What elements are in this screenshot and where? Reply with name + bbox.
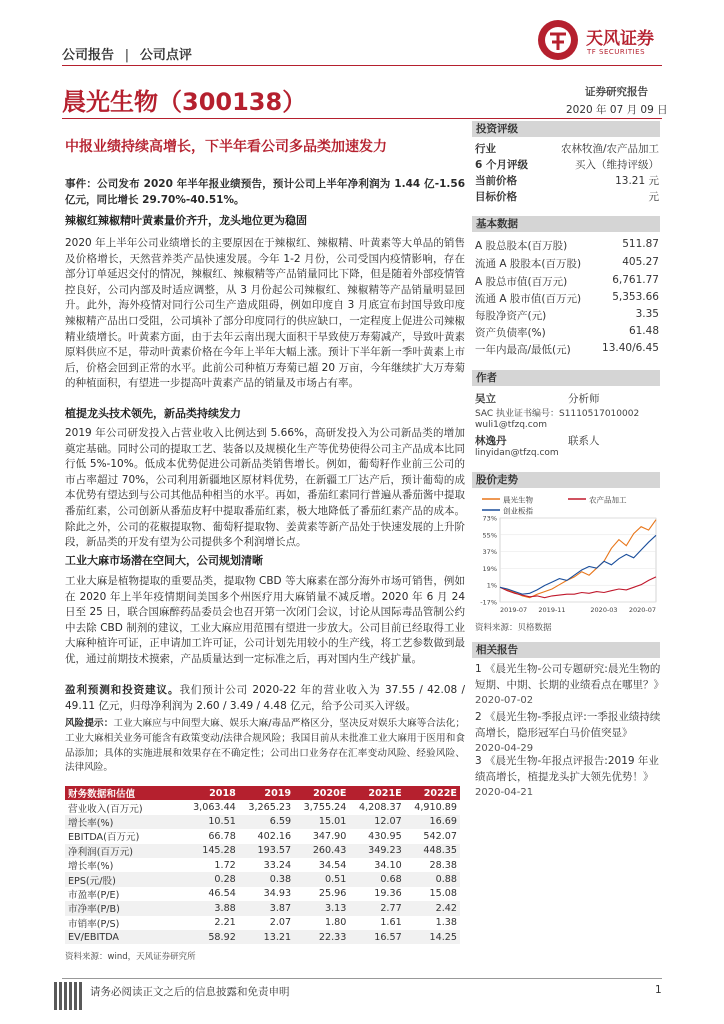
rating-row <box>475 189 659 204</box>
basic-row <box>475 342 659 357</box>
rating-key: 目标价格 <box>475 191 517 203</box>
series-line <box>500 520 656 598</box>
table-cell: 260.43 <box>294 844 349 858</box>
forecast-paragraph <box>65 683 465 714</box>
rating-value: 13.21 元 <box>615 175 659 187</box>
legend-label: 创业板指 <box>503 506 533 516</box>
basic-value: 6,761.77 <box>612 274 659 286</box>
table-row <box>65 901 460 915</box>
rating-value: 买入（维持评级） <box>575 159 659 171</box>
table-cell: 46.54 <box>184 887 239 901</box>
basic-value: 5,353.66 <box>612 291 659 303</box>
rating-row <box>475 157 659 172</box>
x-tick-label: 2020-03 <box>590 606 618 614</box>
author-1-role: 分析师 <box>568 393 600 405</box>
table-row-label: 市销率(P/S) <box>65 916 184 930</box>
page-number: 1 <box>655 984 662 996</box>
table-cell: 33.24 <box>239 858 294 872</box>
table-cell: 430.95 <box>349 829 404 843</box>
x-tick-label: 2019-07 <box>500 606 528 614</box>
forecast-text: 我们预计公司 2020-22 年的营业收入为 37.55 / 42.08 / 49.11 亿元，归母净利润为 2.60 / 3.49 / 4.48 亿元，给予公司买入评级。 <box>65 684 465 712</box>
table-header-cell: 2021E <box>349 786 404 800</box>
rating-value: 农林牧渔/农产品加工 <box>560 143 659 155</box>
table-cell: 66.78 <box>184 829 239 843</box>
table-row-label: 净利润(百万元) <box>65 844 184 858</box>
table-cell: 2.07 <box>239 916 294 930</box>
table-cell: 10.51 <box>184 815 239 829</box>
event-text: 公司发布 2020 年半年报业绩预告，预计公司上半年净利润为 1.44 亿-1.56 亿元，同比增长 29.70%-40.51%。 <box>65 178 466 206</box>
table-cell: 0.51 <box>294 872 349 886</box>
table-cell: 3.13 <box>294 901 349 915</box>
table-cell: 2.42 <box>405 901 460 915</box>
report-type: 证券研究报告 <box>585 86 648 98</box>
table-cell: 0.68 <box>349 872 404 886</box>
table-row <box>65 930 460 944</box>
author-section-head: 作者 <box>472 370 660 386</box>
related-report-date: 2020-07-02 <box>475 695 534 707</box>
basic-key: 每股净资产(元) <box>475 310 547 322</box>
risk-paragraph <box>65 717 465 776</box>
basic-value: 3.35 <box>635 308 659 320</box>
rating-key: 6 个月评级 <box>475 159 528 171</box>
y-tick-label: 19% <box>482 564 497 573</box>
table-cell: 402.16 <box>239 829 294 843</box>
table-cell: 448.35 <box>405 844 460 858</box>
company-logo <box>536 18 666 64</box>
author-1-cert: SAC 执业证书编号：S1110517010002 <box>475 409 640 419</box>
author-2-role: 联系人 <box>568 435 600 447</box>
related-report-date: 2020-04-21 <box>475 787 534 799</box>
basic-key: A 股总市值(百万元) <box>475 276 568 288</box>
basic-value: 13.40/6.45 <box>602 342 659 354</box>
table-header-cell: 2018 <box>184 786 239 800</box>
table-cell: 16.57 <box>349 930 404 944</box>
rating-key: 当前价格 <box>475 175 517 187</box>
table-cell: 1.38 <box>405 916 460 930</box>
table-cell: 3,265.23 <box>239 800 294 814</box>
author-2-email[interactable]: linyidan@tfzq.com <box>475 448 559 458</box>
y-tick-label: 1% <box>486 581 497 590</box>
related-section-head: 相关报告 <box>472 642 660 658</box>
table-row-label: EV/EBITDA <box>65 930 184 944</box>
related-report-title[interactable]: 3 《晨光生物-年报点评报告:2019 年业绩高增长，植提龙头扩大领先优势！》 <box>475 755 659 783</box>
table-cell: 349.23 <box>349 844 404 858</box>
table-cell: 16.69 <box>405 815 460 829</box>
table-cell: 1.80 <box>294 916 349 930</box>
table-cell: 2.77 <box>349 901 404 915</box>
table-cell: 542.07 <box>405 829 460 843</box>
x-tick-label: 2020-07 <box>628 606 656 614</box>
financial-table <box>65 786 460 944</box>
basic-value: 61.48 <box>628 325 659 337</box>
table-header-row <box>65 786 460 800</box>
table-row <box>65 829 460 843</box>
table-row-label: 营业收入(百万元) <box>65 800 184 814</box>
section-body-2: 2019 年公司研发投入占营业收入比例达到 5.66%，高研发投入为公司新品类的增加奠定基础。同时公司的提取工艺、装备以及规模化生产等优势使得公司主产品成本比同行低 5%-10%。低成本优势促进公司新品类销售增长。例如，葡萄籽作业前三公司的市占率超过 70%，公司利用新疆地区原材料优势，在新疆工厂达产后，预计葡萄的成本优势有望达到与公司其他品种相当的水平。再如，番茄红素同行普遍从番茄酱中提取番茄红素，公司创新从番茄皮籽中提取番茄红素，极大地降低了番茄红素产品的成本。除此之外，公司的花椒提取物、葡萄籽提取物、姜黄素等新产品处于快速发展的上升阶段，新品类的开发有望为公司提供多个利润增长点。 <box>65 427 465 549</box>
title-rule <box>62 118 662 119</box>
rating-row <box>475 173 659 188</box>
forecast-label: 盈利预测和投资建议。 <box>65 684 180 696</box>
basic-key: A 股总股本(百万股) <box>475 240 568 252</box>
basic-key: 流通 A 股股本(百万股) <box>475 258 582 270</box>
table-cell: 3,063.44 <box>184 800 239 814</box>
table-row-label: EPS(元/股) <box>65 872 184 886</box>
table-cell: 6.59 <box>239 815 294 829</box>
basic-row <box>475 238 659 253</box>
rating-section-head: 投资评级 <box>472 121 660 137</box>
risk-label: 风险提示： <box>65 718 114 729</box>
table-source: 资料来源：wind，天风证券研究所 <box>65 952 196 962</box>
table-cell: 3.88 <box>184 901 239 915</box>
table-cell: 15.08 <box>405 887 460 901</box>
stock-price-chart <box>472 490 662 618</box>
table-cell: 1.61 <box>349 916 404 930</box>
report-date: 2020 年 07 月 09 日 <box>566 104 668 116</box>
basic-value: 511.87 <box>622 238 659 250</box>
y-tick-label: 55% <box>482 531 497 540</box>
table-row <box>65 858 460 872</box>
x-tick-label: 2019-11 <box>538 606 566 614</box>
related-report-3[interactable] <box>475 754 665 801</box>
section-body-3: 工业大麻是植物提取的重要品类，提取物 CBD 等大麻素在部分海外市场可销售，例如在 2020 年上半年疫情期间美国多个州医疗用大麻销量不减反增。2020 年 6 月 24 日至 25 日，联合国麻醉药品委员会也召开第一次闭门会议，讨论从国际毒品管制公约中去除 CBD 制剂的建议，工业大麻应用范围有望进一步放大。公司目前已经取得工业大麻种植许可证，正申请加工许可证，公司计划先用较小的生产线，将工艺参数做到最优，通过前期技术摸索，产品质量达到一定标准之后，再对国内生产线扩量。 <box>65 575 465 665</box>
header-rule <box>62 65 662 66</box>
basic-key: 流通 A 股市值(百万元) <box>475 293 582 305</box>
table-cell: 145.28 <box>184 844 239 858</box>
section-heading-2: 植提龙头技术领先，新品类持续发力 <box>65 407 241 420</box>
related-report-2[interactable] <box>475 710 665 757</box>
report-category <box>62 44 192 63</box>
author-1-name: 吴立 <box>475 393 496 405</box>
related-report-title[interactable]: 1 《晨光生物-公司专题研究:晨光生物的短期、中期、长期的业绩看点在哪里？》 <box>475 663 664 691</box>
table-cell: 58.92 <box>184 930 239 944</box>
table-header-cell: 2022E <box>405 786 460 800</box>
legend-label: 晨光生物 <box>503 495 533 505</box>
rating-row <box>475 141 659 156</box>
author-2-name: 林逸丹 <box>475 435 507 447</box>
category-label: 公司报告 <box>62 48 115 63</box>
y-tick-label: 73% <box>482 514 497 523</box>
table-header-cell: 2019 <box>239 786 294 800</box>
y-tick-label: 37% <box>482 548 497 557</box>
chart-plot-frame <box>500 518 656 602</box>
table-row <box>65 844 460 858</box>
chart-source: 资料来源：贝格数据 <box>475 623 552 633</box>
table-cell: 0.28 <box>184 872 239 886</box>
table-cell: 19.36 <box>349 887 404 901</box>
table-header-cell: 2020E <box>294 786 349 800</box>
basic-value: 405.27 <box>622 256 659 268</box>
basic-row <box>475 256 659 271</box>
basic-row <box>475 291 659 306</box>
table-row <box>65 800 460 814</box>
table-cell: 0.38 <box>239 872 294 886</box>
legend-label: 农产品加工 <box>589 495 627 505</box>
table-cell: 34.10 <box>349 858 404 872</box>
basic-row <box>475 308 659 323</box>
related-report-1[interactable] <box>475 662 665 709</box>
table-cell: 25.96 <box>294 887 349 901</box>
section-heading-3: 工业大麻市场潜在空间大，公司规划清晰 <box>65 554 263 567</box>
table-cell: 13.21 <box>239 930 294 944</box>
table-cell: 347.90 <box>294 829 349 843</box>
table-cell: 3.87 <box>239 901 294 915</box>
section-body-1: 2020 年上半年公司业绩增长的主要原因在于辣椒红、辣椒精、叶黄素等大单品的销售及价格增长，天然营养类产品快速发展。今年 1-2 月份，公司受国内疫情影响，存在部分订单延迟交付的情况，辣椒红、辣椒精等产品销量同比下降，但是随着外部疫情管控良好，公司内部及时适应调整，从 3 月份起公司辣椒红、辣椒精等产品销量明显回升。此外，海外疫情对同行公司生产造成阻碍，例如印度自 3 月底宣布封国导致印度辣椒精产品出口受阻，公司填补了部分印度同行的供应缺口，一定程度上促进公司辣椒精业绩增长。叶黄素方面，由于去年云南出现大面积干旱致使万寿菊减产，导致叶黄素原料供应不足，带动叶黄素价格在今年上半年大幅上涨。预计下半年新一季叶黄素上市后，价格会回到正常的水平。此前公司种植万寿菊已超 20 万亩，今年继续扩大万寿菊的种植面积，有望进一步提高叶黄素产品的销量及市场占有率。 <box>65 237 465 390</box>
table-row <box>65 916 460 930</box>
table-cell: 28.38 <box>405 858 460 872</box>
footer-disclaimer: 请务必阅读正文之后的信息披露和免责申明 <box>90 986 290 998</box>
table-cell: 4,910.89 <box>405 800 460 814</box>
table-cell: 34.93 <box>239 887 294 901</box>
qr-code-icon <box>54 982 82 1010</box>
table-cell: 0.88 <box>405 872 460 886</box>
table-cell: 12.07 <box>349 815 404 829</box>
basic-key: 资产负债率(%) <box>475 327 546 339</box>
logo-en-text: TF SECURITIES <box>587 48 646 56</box>
headline: 中报业绩持续高增长，下半年看公司多品类加速发力 <box>65 139 387 155</box>
basic-section-head: 基本数据 <box>472 216 660 232</box>
table-cell: 14.25 <box>405 930 460 944</box>
basic-row <box>475 274 659 289</box>
table-row <box>65 872 460 886</box>
rating-key: 行业 <box>475 143 496 155</box>
table-cell: 15.01 <box>294 815 349 829</box>
footer-rule <box>62 978 662 979</box>
table-row-label: 增长率(%) <box>65 858 184 872</box>
table-cell: 3,755.24 <box>294 800 349 814</box>
rating-value: 元 <box>648 191 659 203</box>
table-cell: 193.57 <box>239 844 294 858</box>
table-row-label: EBITDA(百万元) <box>65 829 184 843</box>
category-separator: | <box>124 48 130 63</box>
logo-cn-text: 天风证券 <box>586 29 654 49</box>
related-report-title[interactable]: 2 《晨光生物-季报点评:一季报业绩持续高增长，隐形冠军白马价值突显》 <box>475 711 661 739</box>
event-label: 事件： <box>65 178 98 190</box>
event-paragraph <box>65 177 465 208</box>
table-row-label: 市盈率(P/E) <box>65 887 184 901</box>
table-row-label: 市净率(P/B) <box>65 901 184 915</box>
y-tick-label: -17% <box>480 598 497 607</box>
company-title: 晨光生物（300138） <box>62 88 307 116</box>
table-row-label: 增长率(%) <box>65 815 184 829</box>
table-cell: 22.33 <box>294 930 349 944</box>
table-cell: 2.21 <box>184 916 239 930</box>
section-heading-1: 辣椒红辣椒精叶黄素量价齐升，龙头地位更为稳固 <box>65 214 307 227</box>
basic-key: 一年内最高/最低(元) <box>475 344 571 356</box>
table-row <box>65 887 460 901</box>
table-cell: 1.72 <box>184 858 239 872</box>
author-1-email[interactable]: wuli1@tfzq.com <box>475 420 548 430</box>
related-report-date: 2020-04-29 <box>475 743 534 755</box>
risk-text: 工业大麻应与中间型大麻、娱乐大麻/毒品严格区分，坚决反对娱乐大麻等合法化；工业大麻相关业务可能含有政策变动/法律合规风险；我国目前从未批准工业大麻用于医用和食品添加；具体的实施进展和效果存在不确定性；公司出口业务存在汇率变动风险、经验风险、法律风险。 <box>65 718 466 774</box>
basic-row <box>475 325 659 340</box>
tf-logo-icon <box>536 18 582 64</box>
chart-section-head: 股价走势 <box>472 472 660 488</box>
table-cell: 34.54 <box>294 858 349 872</box>
subcategory-label: 公司点评 <box>139 48 192 63</box>
table-header-cell: 财务数据和估值 <box>65 786 184 800</box>
table-cell: 4,208.37 <box>349 800 404 814</box>
table-row <box>65 815 460 829</box>
